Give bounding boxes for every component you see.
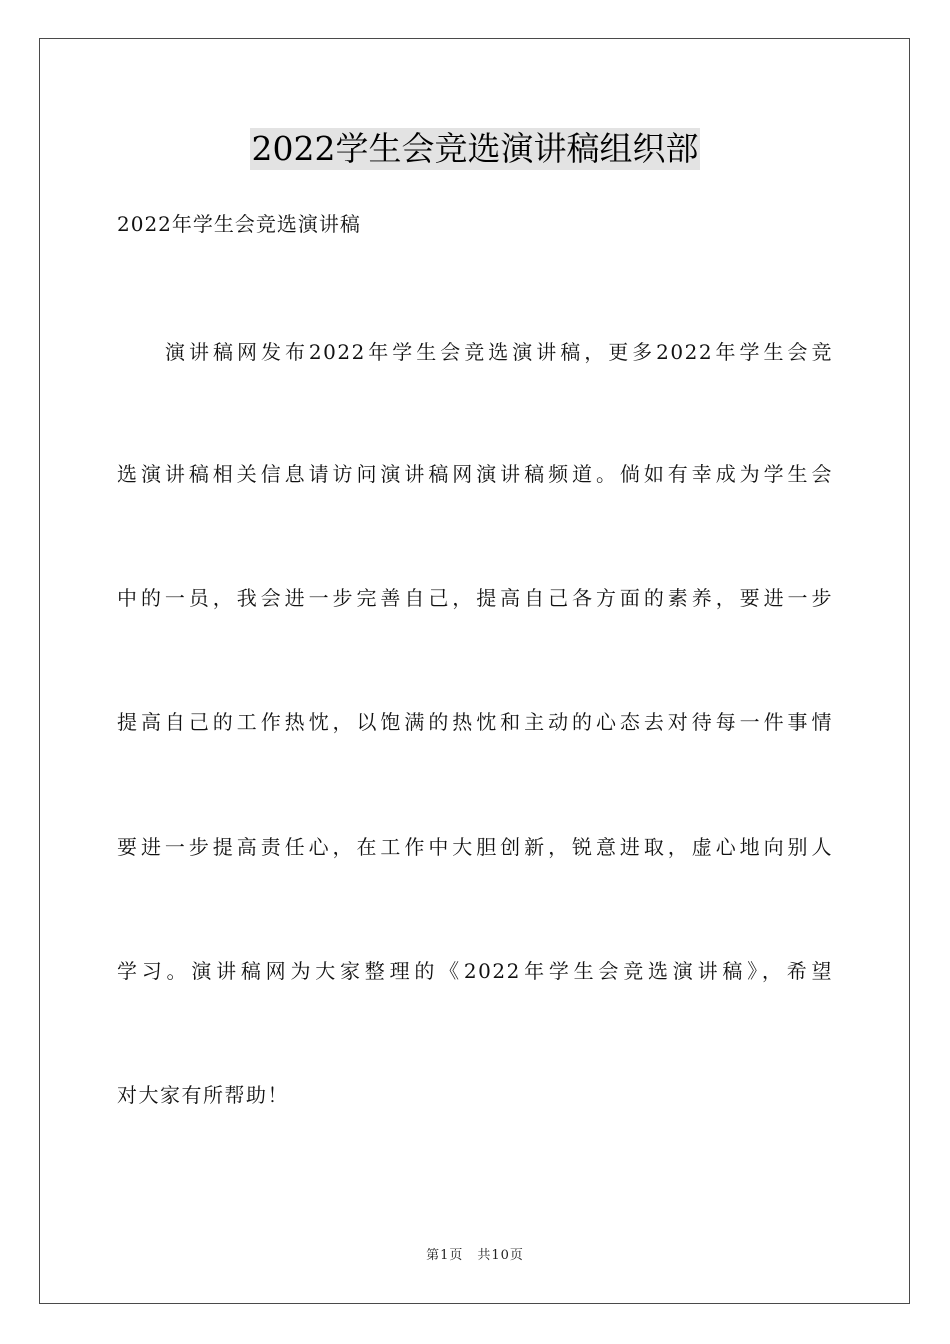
page-number: 第1页 bbox=[426, 1248, 464, 1263]
body-line-4: 提高自己的工作热忱，以饱满的热忱和主动的心态去对待每一件事情 bbox=[117, 710, 833, 734]
body-line-5: 要进一步提高责任心，在工作中大胆创新，锐意进取，虚心地向别人 bbox=[117, 835, 833, 859]
document-title-text: 2022学生会竞选演讲稿组织部 bbox=[251, 129, 699, 168]
body-line-3: 中的一员，我会进一步完善自己，提高自己各方面的素养，要进一步 bbox=[117, 586, 833, 610]
document-subtitle: 2022年学生会竞选演讲稿 bbox=[117, 212, 361, 236]
body-line-2: 选演讲稿相关信息请访问演讲稿网演讲稿频道。倘如有幸成为学生会 bbox=[117, 462, 833, 486]
body-line-7: 对大家有所帮助！ bbox=[117, 1083, 289, 1107]
body-line-1: 演讲稿网发布2022年学生会竞选演讲稿，更多2022年学生会竞 bbox=[165, 340, 833, 364]
body-line-6: 学习。演讲稿网为大家整理的《2022年学生会竞选演讲稿》，希望 bbox=[117, 959, 833, 983]
page-total: 共10页 bbox=[477, 1248, 524, 1263]
page-footer bbox=[0, 1247, 950, 1265]
document-title bbox=[0, 128, 950, 170]
